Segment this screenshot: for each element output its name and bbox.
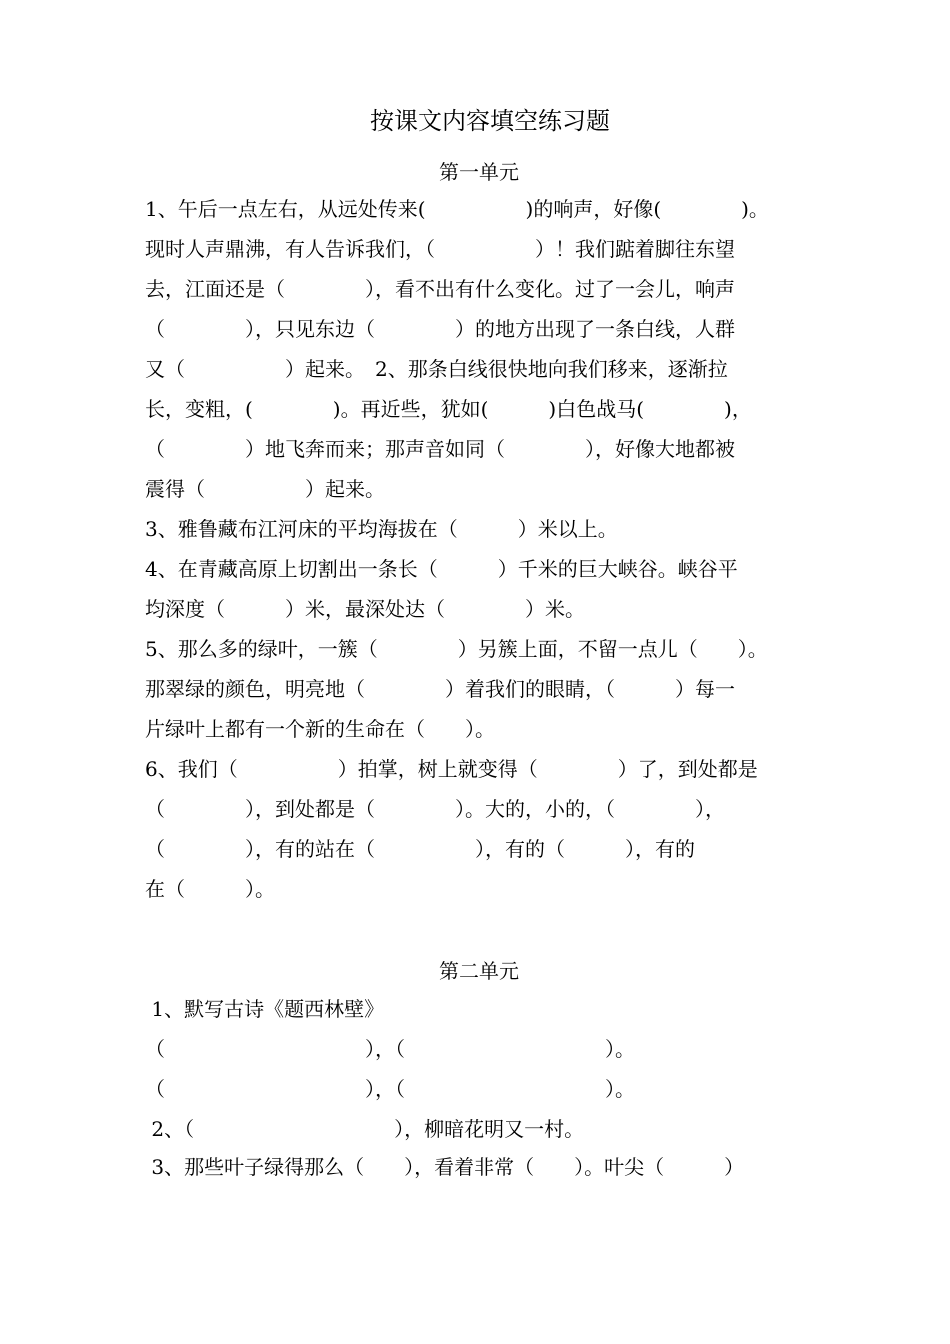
- unit-2-line: 2、（ ），柳暗花明又一村。: [145, 1117, 585, 1141]
- unit-1-line: 均深度（ ）米，最深处达（ ）米。: [145, 597, 585, 621]
- unit-1-heading: 第一单元: [439, 160, 519, 184]
- unit-2-line: 1、默写古诗《题西林壁》: [145, 997, 385, 1021]
- unit-1-line: 又（ ）起来。 2、那条白线很快地向我们移来，逐渐拉: [145, 357, 728, 381]
- unit-1-line: 那翠绿的颜色，明亮地（ ）着我们的眼睛，（ ）每一: [145, 677, 735, 701]
- unit-2-heading: 第二单元: [439, 959, 519, 983]
- unit-1-line: （ ），有的站在（ ），有的（ ），有的: [145, 837, 695, 861]
- unit-1-line: 震得（ ）起来。: [145, 477, 385, 501]
- unit-2-line: （ ），（ ）。: [145, 1037, 635, 1061]
- unit-1-line: （ ），到处都是（ ）。大的，小的，（ ），: [145, 797, 725, 821]
- unit-2-line: 3、那些叶子绿得那么（ ），看着非常（ ）。叶尖（ ）: [145, 1155, 745, 1179]
- unit-1-line: 现时人声鼎沸，有人告诉我们，（ ）！我们踮着脚往东望: [145, 237, 735, 261]
- unit-1-line: 3、雅鲁藏布江河床的平均海拔在（ ）米以上。: [145, 517, 618, 541]
- unit-1-line: 在（ ）。: [145, 877, 275, 901]
- unit-1-line: 长，变粗，( )。再近些，犹如( )白色战马( )，: [145, 397, 752, 421]
- unit-1-line: 4、在青藏高原上切割出一条长（ ）千米的巨大峡谷。峡谷平: [145, 557, 738, 581]
- unit-1-line: （ ）地飞奔而来；那声音如同（ ），好像大地都被: [145, 437, 735, 461]
- unit-1-line: （ ），只见东边（ ）的地方出现了一条白线，人群: [145, 317, 735, 341]
- unit-1-line: 5、那么多的绿叶，一簇（ ）另簇上面，不留一点儿（ ）。: [145, 637, 768, 661]
- unit-1-line: 6、我们（ ）拍掌，树上就变得（ ）了，到处都是: [145, 757, 758, 781]
- unit-2-line: （ ），（ ）。: [145, 1077, 635, 1101]
- unit-1-line: 片绿叶上都有一个新的生命在（ ）。: [145, 717, 495, 741]
- unit-1-line: 去，江面还是（ ），看不出有什么变化。过了一会儿，响声: [145, 277, 735, 301]
- document-title: 按课文内容填空练习题: [370, 107, 610, 135]
- unit-1-line: 1、午后一点左右，从远处传来( )的响声，好像( )。: [145, 197, 769, 221]
